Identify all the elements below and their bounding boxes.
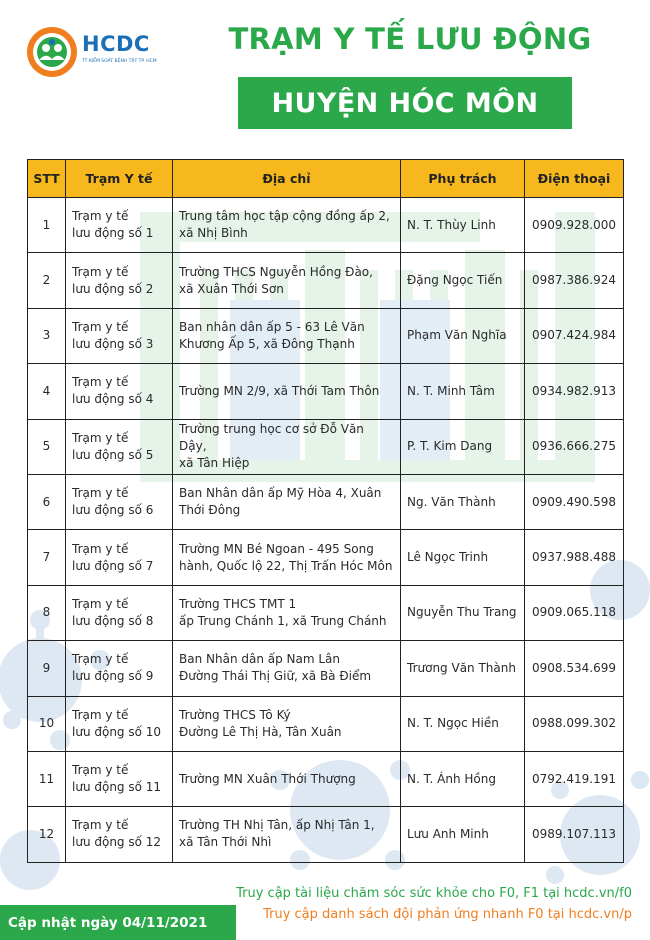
hcdc-logo [26, 24, 176, 82]
cell-dien-thoai: 0936.666.275 [525, 419, 624, 474]
cell-tram-y-te [66, 641, 173, 696]
cell-phu-trach: N. T. Minh Tâm [401, 364, 525, 419]
cell-phu-trach: N. T. Thùy Linh [401, 198, 525, 253]
cell-stt: 8 [28, 585, 66, 640]
table-row [28, 253, 624, 308]
cell-tram-y-te-line: lưu động số 6 [72, 503, 154, 518]
cell-dia-chi-line: Thới Đông [179, 503, 241, 518]
update-date-bar [0, 905, 236, 940]
cell-stt: 10 [28, 696, 66, 751]
cell-stt: 6 [28, 474, 66, 529]
station-table [27, 159, 624, 863]
cell-tram-y-te [66, 585, 173, 640]
cell-stt: 5 [28, 419, 66, 474]
cell-dia-chi-line: xã Xuân Thới Sơn [179, 281, 284, 296]
table-row [28, 530, 624, 585]
cell-tram-y-te-line: lưu động số 1 [72, 226, 154, 241]
cell-tram-y-te [66, 253, 173, 308]
cell-phu-trach: Đặng Ngọc Tiến [401, 253, 525, 308]
cell-stt: 7 [28, 530, 66, 585]
cell-phu-trach: Phạm Văn Nghĩa [401, 308, 525, 363]
logo-subtitle: TT KIỂM SOÁT BỆNH TẬT TP. HCM [82, 59, 157, 64]
cell-dia-chi-line: hành, Quốc lộ 22, Thị Trấn Hóc Môn [179, 558, 393, 573]
cell-stt: 3 [28, 308, 66, 363]
table-row [28, 696, 624, 751]
table-row [28, 807, 624, 862]
cell-stt: 4 [28, 364, 66, 419]
cell-dia-chi-line: Trường TH Nhị Tân, ấp Nhị Tân 1, [179, 818, 375, 833]
cell-dien-thoai: 0987.386.924 [525, 253, 624, 308]
table-row [28, 585, 624, 640]
cell-tram-y-te-line: Trạm y tế [72, 430, 129, 445]
cell-tram-y-te-line: Trạm y tế [72, 763, 129, 778]
cell-tram-y-te-line: lưu động số 9 [72, 669, 154, 684]
cell-tram-y-te-line: Trạm y tế [72, 264, 129, 279]
cell-dia-chi [173, 474, 401, 529]
cell-phu-trach: Lê Ngọc Trinh [401, 530, 525, 585]
cell-dia-chi-line: Đường Thái Thị Giữ, xã Bà Điểm [179, 669, 372, 684]
cell-tram-y-te-line: lưu động số 7 [72, 558, 154, 573]
cell-dia-chi-line: Trường MN 2/9, xã Thới Tam Thôn [179, 383, 380, 398]
cell-dien-thoai: 0988.099.302 [525, 696, 624, 751]
footer-response-team-link[interactable]: Truy cập danh sách đội phản ứng nhanh F0 tại hcdc.vn/p [263, 907, 632, 922]
cell-tram-y-te-line: Trạm y tế [72, 375, 129, 390]
cell-tram-y-te-line: Trạm y tế [72, 486, 129, 501]
cell-dien-thoai: 0934.982.913 [525, 364, 624, 419]
cell-dia-chi-line: Trường MN Xuân Thới Thượng [179, 771, 356, 786]
cell-dia-chi [173, 198, 401, 253]
district-banner [238, 77, 572, 129]
cell-tram-y-te [66, 474, 173, 529]
cell-dia-chi-line: Ban Nhân dân ấp Mỹ Hòa 4, Xuân [179, 486, 382, 501]
cell-phu-trach: Nguyễn Thu Trang [401, 585, 525, 640]
cell-tram-y-te-line: lưu động số 2 [72, 281, 154, 296]
cell-dia-chi-line: xã Nhị Bình [179, 226, 248, 241]
cell-tram-y-te-line: lưu động số 11 [72, 780, 162, 795]
table-row [28, 419, 624, 474]
cell-dia-chi [173, 751, 401, 806]
cell-dia-chi-line: xã Tân Hiệp [179, 456, 250, 471]
cell-dien-thoai: 0989.107.113 [525, 807, 624, 862]
cell-dia-chi-line: Ban Nhân dân ấp Nam Lân [179, 652, 341, 667]
logo-wordmark: HCDC [82, 32, 150, 56]
cell-dien-thoai: 0907.424.984 [525, 308, 624, 363]
header-tram-y-te: Trạm Y tế [66, 160, 173, 198]
header-phu-trach: Phụ trách [401, 160, 525, 198]
cell-tram-y-te [66, 530, 173, 585]
cell-stt: 12 [28, 807, 66, 862]
cell-dien-thoai: 0792.419.191 [525, 751, 624, 806]
table-row [28, 364, 624, 419]
table-row [28, 751, 624, 806]
cell-dia-chi [173, 364, 401, 419]
cell-stt: 9 [28, 641, 66, 696]
cell-tram-y-te-line: lưu động số 12 [72, 835, 162, 850]
cell-dia-chi-line: Trung tâm học tập cộng đồng ấp 2, [179, 209, 390, 224]
cell-stt: 11 [28, 751, 66, 806]
cell-stt: 1 [28, 198, 66, 253]
cell-phu-trach: N. T. Ánh Hồng [401, 751, 525, 806]
cell-dien-thoai: 0909.490.598 [525, 474, 624, 529]
cell-tram-y-te [66, 364, 173, 419]
update-date: Cập nhật ngày 04/11/2021 [8, 914, 208, 931]
cell-tram-y-te-line: Trạm y tế [72, 818, 129, 833]
table-row [28, 474, 624, 529]
cell-dia-chi [173, 641, 401, 696]
cell-dia-chi-line: Khương Ấp 5, xã Đông Thạnh [179, 336, 355, 351]
cell-dia-chi [173, 530, 401, 585]
cell-tram-y-te [66, 807, 173, 862]
cell-dia-chi-line: Trường MN Bé Ngoan - 495 Song [179, 541, 374, 556]
cell-tram-y-te-line: lưu động số 3 [72, 336, 154, 351]
cell-dia-chi [173, 807, 401, 862]
cell-phu-trach: Lưu Anh Minh [401, 807, 525, 862]
cell-phu-trach: P. T. Kim Dang [401, 419, 525, 474]
cell-dien-thoai: 0908.534.699 [525, 641, 624, 696]
table-row [28, 308, 624, 363]
cell-tram-y-te [66, 696, 173, 751]
cell-stt: 2 [28, 253, 66, 308]
cell-tram-y-te-line: lưu động số 10 [72, 724, 162, 739]
cell-tram-y-te-line: lưu động số 5 [72, 447, 154, 462]
cell-dia-chi [173, 696, 401, 751]
cell-dia-chi [173, 585, 401, 640]
cell-tram-y-te-line: Trạm y tế [72, 541, 129, 556]
cell-dia-chi [173, 308, 401, 363]
district-title: HUYỆN HÓC MÔN [271, 87, 539, 119]
cell-tram-y-te-line: lưu động số 8 [72, 613, 154, 628]
footer-f0-link[interactable]: Truy cập tài liệu chăm sóc sức khỏe cho F0, F1 tại hcdc.vn/f0 [236, 886, 632, 901]
cell-dia-chi-line: Trường trung học cơ sở Đỗ Văn Dậy, [179, 422, 364, 454]
cell-dia-chi-line: Trường THCS Nguyễn Hồng Đào, [179, 264, 373, 279]
cell-dia-chi [173, 253, 401, 308]
cell-phu-trach: Ng. Văn Thành [401, 474, 525, 529]
cell-tram-y-te-line: Trạm y tế [72, 319, 129, 334]
cell-tram-y-te [66, 419, 173, 474]
cell-phu-trach: N. T. Ngọc Hiền [401, 696, 525, 751]
cell-tram-y-te [66, 751, 173, 806]
cell-tram-y-te-line: Trạm y tế [72, 707, 129, 722]
cell-dia-chi-line: Ban nhân dân ấp 5 - 63 Lê Văn [179, 319, 365, 334]
table-row [28, 641, 624, 696]
header-dien-thoai: Điện thoại [525, 160, 624, 198]
page-title: TRẠM Y TẾ LƯU ĐỘNG [228, 22, 592, 56]
cell-dia-chi-line: ấp Trung Chánh 1, xã Trung Chánh [179, 613, 387, 628]
cell-dia-chi-line: Trường THCS Tô Ký [179, 707, 291, 722]
cell-phu-trach: Trương Văn Thành [401, 641, 525, 696]
header-dia-chi: Địa chỉ [173, 160, 401, 198]
cell-dia-chi-line: Đường Lê Thị Hà, Tân Xuân [179, 724, 342, 739]
cell-dia-chi-line: Trường THCS TMT 1 [179, 596, 297, 611]
cell-tram-y-te [66, 198, 173, 253]
cell-dien-thoai: 0909.065.118 [525, 585, 624, 640]
cell-tram-y-te-line: Trạm y tế [72, 209, 129, 224]
cell-tram-y-te-line: Trạm y tế [72, 596, 129, 611]
cell-dia-chi-line: xã Tân Thới Nhì [179, 835, 272, 850]
cell-tram-y-te [66, 308, 173, 363]
cell-tram-y-te-line: Trạm y tế [72, 652, 129, 667]
cell-dia-chi [173, 419, 401, 474]
cell-dien-thoai: 0909.928.000 [525, 198, 624, 253]
table-header-row [28, 160, 624, 198]
header-stt: STT [28, 160, 66, 198]
table-row [28, 198, 624, 253]
cell-tram-y-te-line: lưu động số 4 [72, 392, 154, 407]
hcdc-logo-icon [26, 26, 78, 78]
cell-dien-thoai: 0937.988.488 [525, 530, 624, 585]
